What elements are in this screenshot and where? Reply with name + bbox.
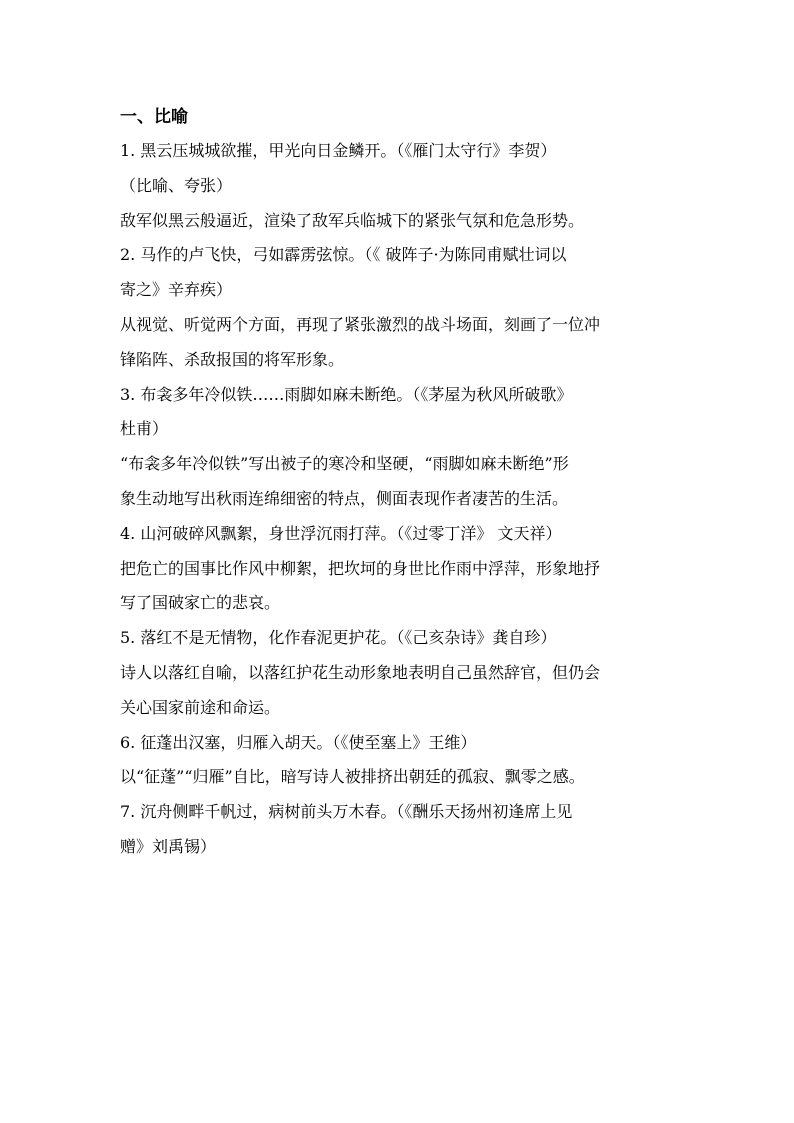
text-line: 1. 黑云压城城欲摧，甲光向日金鳞开。（《雁门太守行》李贺） [120,141,557,160]
text-line: 敌军似黑云般逼近，渲染了敌军兵临城下的紧张气氛和危急形势。 [120,210,585,230]
text-line: 4. 山河破碎风飘絮，身世浮沉雨打萍。（《过零丁洋》 文天祥） [120,523,562,543]
text-line: 寄之》辛弃疾） [120,280,233,300]
text-line: 写了国破家亡的悲哀。 [120,593,281,613]
text-line: 关心国家前途和命运。 [120,697,281,717]
text-line: 以“征蓬”“归雁”自比，暗写诗人被排挤出朝廷的孤寂、飘零之感。 [120,767,585,787]
document-body [120,134,682,865]
text-line: 7. 沉舟侧畔千帆过，病树前头万木春。（《酬乐天扬州初逢席上见 [120,802,573,822]
section-heading: 一、比喻 [120,107,188,127]
text-line: 杜甫） [120,419,169,439]
text-line: 5. 落红不是无情物，化作春泥更护花。（《己亥杂诗》龚自珍） [120,628,557,648]
text-line: 赠》刘禹锡） [120,836,217,856]
text-line: 2. 马作的卢飞快，弓如霹雳弦惊。（《 破阵子·为陈同甫赋壮词以 [120,245,567,265]
text-line: 6. 征蓬出汉塞，归雁入胡天。（《使至塞上》王维） [120,732,477,752]
text-line: 诗人以落红自喻，以落红护花生动形象地表明自己虽然辞官，但仍会 [120,662,601,682]
text-line: 从视觉、听觉两个方面，再现了紧张激烈的战斗场面，刻画了一位冲 [120,314,601,334]
text-line: （比喻、夸张） [120,175,233,195]
text-line: 象生动地写出秋雨连绵细密的特点，侧面表现作者凄苦的生活。 [120,488,569,508]
text-line: 把危亡的国事比作风中柳絮，把坎坷的身世比作雨中浮萍，形象地抒 [120,558,601,578]
text-line: 3. 布衾多年冷似铁……雨脚如麻未断绝。（《茅屋为秋风所破歌》 [120,384,573,404]
text-line: “布衾多年冷似铁”写出被子的寒冷和坚硬，“雨脚如麻未断绝”形 [120,454,569,474]
text-line: 锋陷阵、杀敌报国的将军形象。 [120,349,345,369]
